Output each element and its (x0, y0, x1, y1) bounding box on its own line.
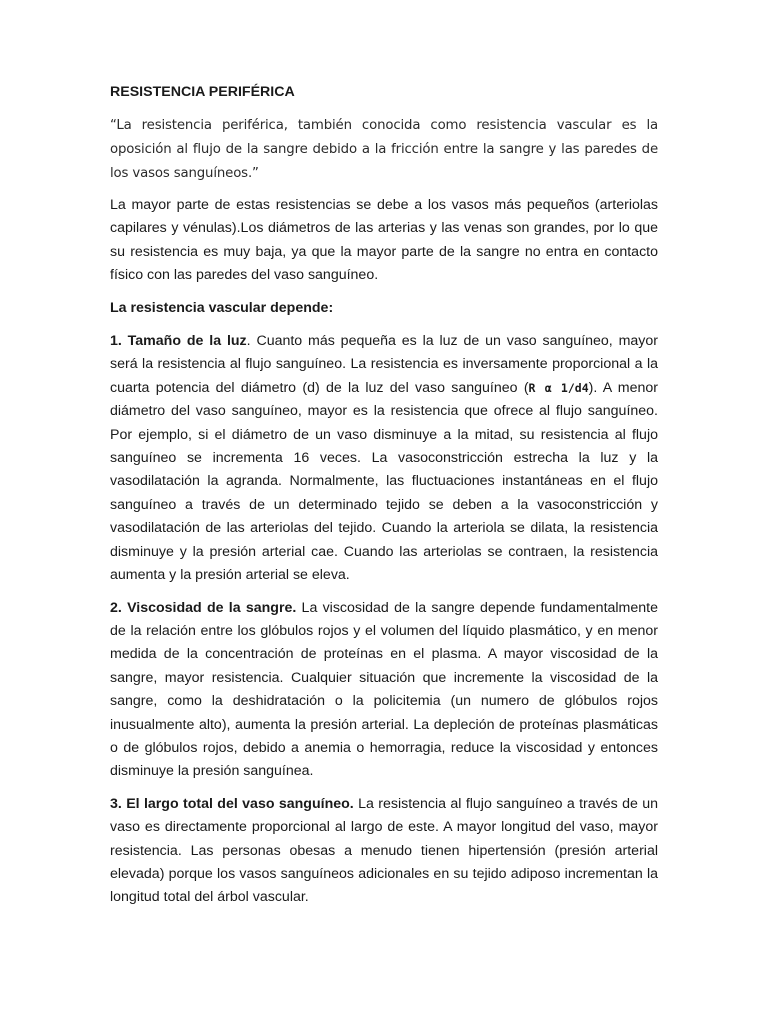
section-2-paragraph (110, 597, 658, 784)
document-page (110, 81, 658, 919)
depends-heading: La resistencia vascular depende: (110, 299, 334, 316)
definition-quote: “La resistencia periférica, también conocida como resistencia vascular es la oposición al flujo de la sangre debido a la fricción entre la sangre y las paredes de los vasos sanguíneos.” (110, 118, 658, 181)
section-2-heading: 2. Viscosidad de la sangre. (110, 599, 297, 616)
section-3-heading: 3. El largo total del vaso sanguíneo. (110, 795, 354, 812)
section-3-text: La resistencia al flujo sanguíneo a través de un vaso es directamente proporcional al largo de este. A mayor longitud del vaso, mayor resistencia. Las personas obesas a menudo tienen hipertensión (presión arterial elevada) porque los vasos sanguíneos adicionales en su tejido adiposo incrementan la longitud total del árbol vascular. (110, 795, 658, 906)
section-1-paragraph (110, 330, 658, 587)
section-1-text-a: . Cuanto más pequeña es la luz de un vaso sanguíneo, mayor será la resistencia al flujo sanguíneo. La resistencia es inversamente proporcional a la cuarta potencia del diámetro (d) de la luz del vaso sanguíneo ( (110, 333, 659, 396)
document-title: RESISTENCIA PERIFÉRICA (110, 84, 295, 100)
section-3-paragraph (110, 793, 658, 910)
resistance-formula: R α 1/d4 (528, 380, 589, 395)
intro-paragraph: La mayor parte de estas resistencias se debe a los vasos más pequeños (arteriolas capilares y vénulas).Los diámetros de las arterias y las venas son grandes, por lo que su resistencia es muy baja, ya que la mayor parte de la sangre no entra en contacto físico con las paredes del vaso sanguíneo. (110, 197, 658, 284)
section-2-text: La viscosidad de la sangre depende fundamentalmente de la relación entre los glóbulos rojos y el volumen del líquido plasmático, y en menor medida de la concentración de proteínas en el plasma. A mayor viscosidad de la sangre, mayor resistencia. Cualquier situación que incremente la viscosidad de la sangre, como la deshidratación o la policitemia (un numero de glóbulos rojos inusualmente alto), aumenta la presión arterial. La depleción de proteínas plasmáticas o de glóbulos rojos, debido a anemia o hemorragia, reduce la viscosidad y entonces disminuye la presión sanguínea. (110, 599, 658, 780)
section-1-heading: 1. Tamaño de la luz (110, 333, 247, 350)
section-1-text-b: ). A menor diámetro del vaso sanguíneo, mayor es la resistencia que ofrece al flujo sanguíneo. Por ejemplo, si el diámetro de un vaso disminuye a la mitad, su resistencia al flujo sanguíneo se incrementa 16 veces. La vasoconstricción estrecha la luz y la vasodilatación la agranda. Normalmente, las fluctuaciones instantáneas en el flujo sanguíneo a través de un determinado tejido se deben a la vasoconstricción y vasodilatación de las arteriolas del tejido. Cuando la arteriola se dilata, la resistencia disminuye y la presión arterial cae. Cuando las arteriolas se contraen, la resistencia aumenta y la presión arterial se eleva. (110, 379, 658, 584)
